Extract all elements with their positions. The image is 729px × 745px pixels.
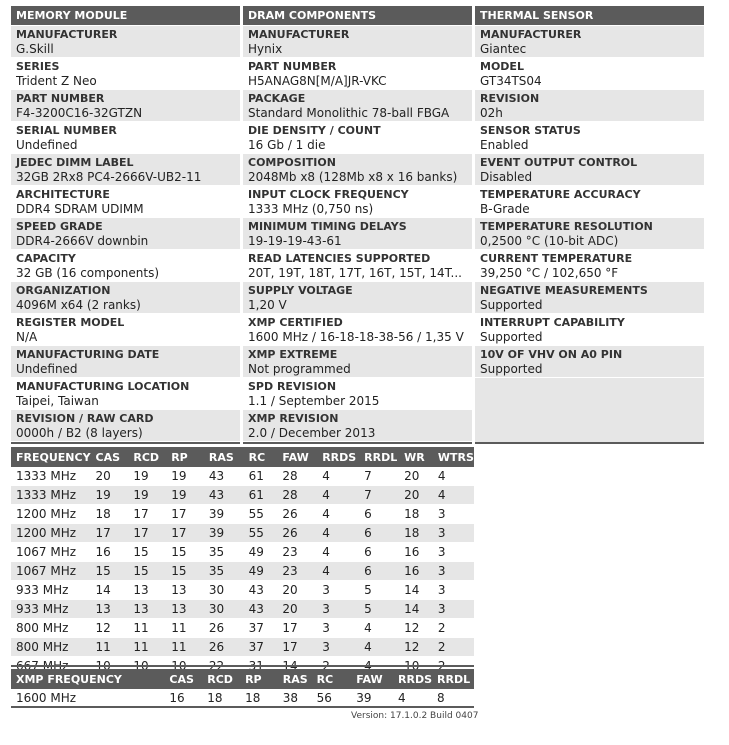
field-label: TEMPERATURE RESOLUTION (480, 220, 653, 233)
thermal-sensor-filler (475, 378, 704, 442)
field-label: XMP REVISION (248, 412, 339, 425)
table-cell: 3 (433, 562, 474, 581)
table-row (11, 467, 474, 486)
thermal-sensor-field (475, 122, 704, 154)
field-value: H5ANAG8N[M/A]JR-VKC (248, 74, 387, 88)
field-label: TEMPERATURE ACCURACY (480, 188, 641, 201)
table-cell: 18 (202, 689, 240, 708)
field-value: 02h (480, 106, 503, 120)
table-cell: 5 (359, 600, 399, 619)
field-value: 1600 MHz / 16-18-18-38-56 / 1,35 V (248, 330, 464, 344)
table-cell: 2 (433, 619, 474, 638)
thermal-sensor-fields (475, 26, 704, 378)
field-value: 1,20 V (248, 298, 287, 312)
field-label: MANUFACTURING LOCATION (16, 380, 190, 393)
table-cell: 1600 MHz (11, 689, 164, 708)
table-cell: 933 MHz (11, 600, 91, 619)
field-value: 16 Gb / 1 die (248, 138, 326, 152)
timings-column-header: RAS (204, 447, 244, 467)
table-cell: 13 (91, 600, 129, 619)
table-cell: 1200 MHz (11, 524, 91, 543)
timings-column-header: RRDL (359, 447, 399, 467)
table-cell: 4 (317, 543, 359, 562)
table-cell: 3 (317, 600, 359, 619)
field-label: JEDEC DIMM LABEL (16, 156, 134, 169)
table-row (11, 486, 474, 505)
table-cell: 20 (91, 467, 129, 486)
field-label: COMPOSITION (248, 156, 336, 169)
timings-bottom-rule (11, 665, 474, 667)
thermal-sensor-field (475, 154, 704, 186)
table-cell: 4 (317, 486, 359, 505)
xmp-column-header: RCD (202, 669, 240, 689)
timings-column-header: RP (166, 447, 204, 467)
table-cell: 1333 MHz (11, 467, 91, 486)
table-cell: 1067 MHz (11, 562, 91, 581)
field-value: Not programmed (248, 362, 351, 376)
table-cell: 55 (244, 524, 278, 543)
table-cell: 23 (277, 543, 317, 562)
table-cell: 19 (128, 467, 166, 486)
dram-components-field (243, 250, 472, 282)
table-cell: 30 (204, 581, 244, 600)
field-label: ORGANIZATION (16, 284, 111, 297)
memory-module-field (11, 90, 240, 122)
field-value: Enabled (480, 138, 529, 152)
field-value: 39,250 °C / 102,650 °F (480, 266, 619, 280)
table-cell: 19 (91, 486, 129, 505)
timings-column-header: RCD (128, 447, 166, 467)
dram-components-field (243, 90, 472, 122)
table-cell: 14 (399, 600, 433, 619)
dram-components-field (243, 410, 472, 442)
field-value: G.Skill (16, 42, 54, 56)
timings-column-header: WR (399, 447, 433, 467)
table-cell: 17 (277, 638, 317, 657)
version-label: Version: 17.1.0.2 Build 0407 (351, 711, 479, 721)
xmp-column-header: RRDS (393, 669, 432, 689)
table-row (11, 524, 474, 543)
field-label: PART NUMBER (16, 92, 105, 105)
field-label: MANUFACTURER (480, 28, 582, 41)
xmp-column-header: FAW (351, 669, 393, 689)
table-cell: 1333 MHz (11, 486, 91, 505)
table-cell: 16 (399, 562, 433, 581)
field-value: 20T, 19T, 18T, 17T, 16T, 15T, 14T... (248, 266, 462, 280)
table-cell: 18 (399, 505, 433, 524)
table-cell: 39 (204, 505, 244, 524)
field-label: SUPPLY VOLTAGE (248, 284, 353, 297)
table-cell: 37 (244, 638, 278, 657)
xmp-table (11, 669, 474, 708)
table-cell: 4 (393, 689, 432, 708)
field-label: SPD REVISION (248, 380, 337, 393)
table-cell: 19 (166, 486, 204, 505)
table-cell: 4 (359, 638, 399, 657)
table-cell: 20 (399, 486, 433, 505)
table-cell: 4 (317, 524, 359, 543)
thermal-sensor-field (475, 26, 704, 58)
table-cell: 23 (277, 562, 317, 581)
field-value: Supported (480, 330, 543, 344)
field-label: SPEED GRADE (16, 220, 103, 233)
field-label: NEGATIVE MEASUREMENTS (480, 284, 648, 297)
table-cell: 49 (244, 562, 278, 581)
timings-column-header: FREQUENCY (11, 447, 91, 467)
table-cell: 13 (128, 600, 166, 619)
field-label: INTERRUPT CAPABILITY (480, 316, 625, 329)
memory-module-field (11, 378, 240, 410)
table-cell: 55 (244, 505, 278, 524)
table-cell: 26 (204, 619, 244, 638)
table-cell: 13 (166, 581, 204, 600)
table-cell: 16 (91, 543, 129, 562)
table-cell: 3 (317, 581, 359, 600)
dram-components-field (243, 122, 472, 154)
timings-column-header: FAW (277, 447, 317, 467)
table-cell: 26 (204, 638, 244, 657)
dram-components-field (243, 186, 472, 218)
table-cell: 38 (278, 689, 312, 708)
table-cell: 2 (433, 638, 474, 657)
field-label: 10V OF VHV ON A0 PIN (480, 348, 623, 361)
memory-module-field (11, 346, 240, 378)
field-label: DIE DENSITY / COUNT (248, 124, 381, 137)
table-cell: 15 (166, 562, 204, 581)
table-cell: 43 (204, 486, 244, 505)
field-label: REVISION (480, 92, 540, 105)
table-cell: 17 (277, 619, 317, 638)
table-cell: 933 MHz (11, 581, 91, 600)
table-cell: 20 (399, 467, 433, 486)
table-cell: 8 (432, 689, 474, 708)
table-cell: 17 (166, 524, 204, 543)
field-label: ARCHITECTURE (16, 188, 110, 201)
memory-module-fields (11, 26, 240, 442)
table-cell: 14 (399, 581, 433, 600)
field-value: 1333 MHz (0,750 ns) (248, 202, 374, 216)
table-cell: 5 (359, 581, 399, 600)
field-label: SENSOR STATUS (480, 124, 581, 137)
thermal-sensor-panel (475, 6, 704, 444)
table-row (11, 505, 474, 524)
table-row (11, 562, 474, 581)
table-cell: 61 (244, 486, 278, 505)
table-cell: 4 (433, 486, 474, 505)
field-value: Standard Monolithic 78-ball FBGA (248, 106, 450, 120)
table-cell: 4 (317, 562, 359, 581)
table-cell: 17 (128, 524, 166, 543)
table-cell: 18 (399, 524, 433, 543)
table-cell: 15 (166, 543, 204, 562)
table-cell: 13 (128, 581, 166, 600)
field-label: MANUFACTURING DATE (16, 348, 160, 361)
table-row (11, 638, 474, 657)
table-cell: 4 (317, 505, 359, 524)
table-cell: 35 (204, 543, 244, 562)
table-cell: 12 (399, 619, 433, 638)
field-label: SERIAL NUMBER (16, 124, 117, 137)
table-cell: 28 (277, 486, 317, 505)
field-label: MANUFACTURER (248, 28, 350, 41)
memory-module-field (11, 250, 240, 282)
field-value: DDR4-2666V downbin (16, 234, 149, 248)
table-cell: 3 (317, 638, 359, 657)
field-value: N/A (16, 330, 38, 344)
table-cell: 11 (166, 619, 204, 638)
thermal-sensor-field (475, 58, 704, 90)
table-cell: 6 (359, 543, 399, 562)
table-cell: 14 (91, 581, 129, 600)
field-value: DDR4 SDRAM UDIMM (16, 202, 144, 216)
table-cell: 39 (204, 524, 244, 543)
table-cell: 20 (277, 600, 317, 619)
field-value: 19-19-19-43-61 (248, 234, 342, 248)
field-label: CURRENT TEMPERATURE (480, 252, 633, 265)
table-cell: 11 (91, 638, 129, 657)
table-cell: 30 (204, 600, 244, 619)
dram-components-field (243, 154, 472, 186)
field-value: Taipei, Taiwan (16, 394, 99, 408)
table-cell: 3 (433, 505, 474, 524)
table-cell: 12 (399, 638, 433, 657)
table-cell: 3 (433, 600, 474, 619)
timings-table (11, 447, 474, 676)
table-cell: 800 MHz (11, 619, 91, 638)
table-row (11, 581, 474, 600)
memory-module-field (11, 186, 240, 218)
thermal-sensor-header: THERMAL SENSOR (475, 6, 704, 26)
field-value: Giantec (480, 42, 527, 56)
dram-components-bottom-rule (243, 442, 472, 444)
field-label: READ LATENCIES SUPPORTED (248, 252, 431, 265)
table-cell: 3 (433, 524, 474, 543)
field-label: MODEL (480, 60, 524, 73)
table-row (11, 619, 474, 638)
table-cell: 20 (277, 581, 317, 600)
table-cell: 12 (91, 619, 129, 638)
thermal-sensor-field (475, 346, 704, 378)
table-cell: 26 (277, 524, 317, 543)
xmp-bottom-rule (11, 706, 474, 708)
field-label: SERIES (16, 60, 60, 73)
field-label: INPUT CLOCK FREQUENCY (248, 188, 409, 201)
table-cell: 4 (317, 467, 359, 486)
memory-module-field (11, 314, 240, 346)
table-cell: 16 (399, 543, 433, 562)
field-label: REVISION / RAW CARD (16, 412, 154, 425)
table-cell: 16 (164, 689, 202, 708)
field-label: XMP EXTREME (248, 348, 338, 361)
field-value: 0000h / B2 (8 layers) (16, 426, 143, 440)
field-value: 2.0 / December 2013 (248, 426, 376, 440)
thermal-sensor-field (475, 314, 704, 346)
table-cell: 49 (244, 543, 278, 562)
table-cell: 17 (166, 505, 204, 524)
table-cell: 19 (166, 467, 204, 486)
field-value: Undefined (16, 362, 78, 376)
table-cell: 19 (128, 486, 166, 505)
table-cell: 43 (204, 467, 244, 486)
memory-module-field (11, 218, 240, 250)
dram-components-field (243, 378, 472, 410)
table-cell: 17 (128, 505, 166, 524)
table-cell: 56 (312, 689, 352, 708)
thermal-sensor-bottom-rule (475, 442, 704, 444)
thermal-sensor-field (475, 90, 704, 122)
memory-module-field (11, 410, 240, 442)
table-cell: 43 (244, 581, 278, 600)
table-row (11, 600, 474, 619)
field-value: 2048Mb x8 (128Mb x8 x 16 banks) (248, 170, 458, 184)
table-cell: 4 (359, 619, 399, 638)
xmp-column-header: RP (240, 669, 278, 689)
dram-components-field (243, 346, 472, 378)
dram-components-fields (243, 26, 472, 442)
table-cell: 18 (240, 689, 278, 708)
field-label: MANUFACTURER (16, 28, 118, 41)
dram-components-field (243, 58, 472, 90)
table-cell: 11 (166, 638, 204, 657)
table-cell: 3 (433, 543, 474, 562)
table-cell: 15 (91, 562, 129, 581)
table-row (11, 689, 474, 708)
dram-components-panel (243, 6, 472, 444)
table-cell: 4 (433, 467, 474, 486)
table-cell: 6 (359, 562, 399, 581)
memory-module-field (11, 154, 240, 186)
memory-module-bottom-rule (11, 442, 240, 444)
thermal-sensor-field (475, 282, 704, 314)
thermal-sensor-field (475, 250, 704, 282)
field-value: 1.1 / September 2015 (248, 394, 380, 408)
table-cell: 35 (204, 562, 244, 581)
field-value: Supported (480, 362, 543, 376)
timings-column-header: CAS (91, 447, 129, 467)
field-value: 32GB 2Rx8 PC4-2666V-UB2-11 (16, 170, 202, 184)
table-cell: 28 (277, 467, 317, 486)
dram-components-field (243, 314, 472, 346)
table-cell: 6 (359, 505, 399, 524)
field-value: Undefined (16, 138, 78, 152)
xmp-column-header: RRDL (432, 669, 474, 689)
xmp-column-header: RAS (278, 669, 312, 689)
memory-module-panel (11, 6, 240, 444)
field-label: EVENT OUTPUT CONTROL (480, 156, 638, 169)
field-value: Hynix (248, 42, 283, 56)
xmp-header-row (11, 669, 474, 689)
table-cell: 26 (277, 505, 317, 524)
dram-components-field (243, 26, 472, 58)
table-cell: 7 (359, 486, 399, 505)
field-label: REGISTER MODEL (16, 316, 125, 329)
table-cell: 13 (166, 600, 204, 619)
table-cell: 3 (317, 619, 359, 638)
field-label: XMP CERTIFIED (248, 316, 343, 329)
table-cell: 61 (244, 467, 278, 486)
memory-module-field (11, 26, 240, 58)
table-row (11, 543, 474, 562)
xmp-column-header: RC (312, 669, 352, 689)
table-cell: 7 (359, 467, 399, 486)
timings-header-row (11, 447, 474, 467)
field-value: Supported (480, 298, 543, 312)
memory-module-header: MEMORY MODULE (11, 6, 240, 26)
table-cell: 43 (244, 600, 278, 619)
memory-module-field (11, 282, 240, 314)
memory-module-field (11, 58, 240, 90)
dram-components-field (243, 282, 472, 314)
xmp-column-header: CAS (164, 669, 202, 689)
table-cell: 6 (359, 524, 399, 543)
table-cell: 15 (128, 543, 166, 562)
table-cell: 3 (433, 581, 474, 600)
field-value: Disabled (480, 170, 533, 184)
table-cell: 1067 MHz (11, 543, 91, 562)
dram-components-header: DRAM COMPONENTS (243, 6, 472, 26)
dram-components-field (243, 218, 472, 250)
thermal-sensor-field (475, 218, 704, 250)
thermal-sensor-field (475, 186, 704, 218)
field-value: GT34TS04 (480, 74, 542, 88)
table-cell: 37 (244, 619, 278, 638)
field-label: MINIMUM TIMING DELAYS (248, 220, 407, 233)
timings-column-header: RRDS (317, 447, 359, 467)
timings-column-header: WTRS (433, 447, 474, 467)
table-cell: 800 MHz (11, 638, 91, 657)
table-cell: 39 (351, 689, 393, 708)
table-cell: 1200 MHz (11, 505, 91, 524)
field-value: 32 GB (16 components) (16, 266, 160, 280)
table-cell: 18 (91, 505, 129, 524)
field-label: PART NUMBER (248, 60, 337, 73)
table-cell: 11 (128, 619, 166, 638)
memory-module-field (11, 122, 240, 154)
field-value: F4-3200C16-32GTZN (16, 106, 143, 120)
field-value: B-Grade (480, 202, 530, 216)
field-label: CAPACITY (16, 252, 76, 265)
timings-column-header: RC (244, 447, 278, 467)
table-cell: 15 (128, 562, 166, 581)
field-label: PACKAGE (248, 92, 306, 105)
field-value: Trident Z Neo (16, 74, 97, 88)
field-value: 0,2500 °C (10-bit ADC) (480, 234, 619, 248)
table-cell: 11 (128, 638, 166, 657)
field-value: 4096M x64 (2 ranks) (16, 298, 141, 312)
table-cell: 17 (91, 524, 129, 543)
xmp-column-header: XMP FREQUENCY (11, 669, 164, 689)
